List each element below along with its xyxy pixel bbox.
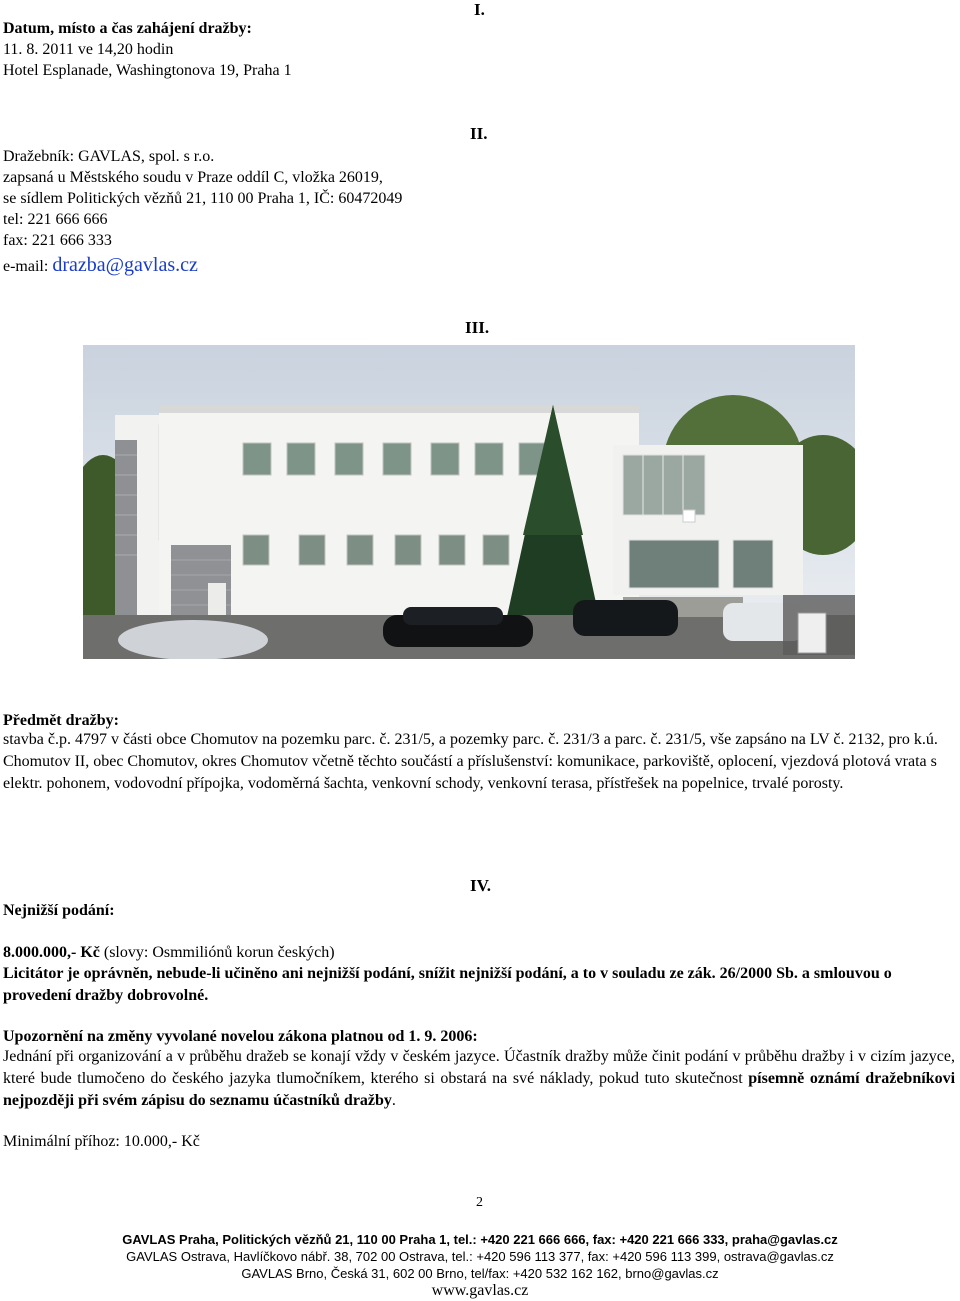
- minimum-increment: Minimální příhoz: 10.000,- Kč: [3, 1133, 200, 1150]
- section-numeral-4: IV.: [470, 876, 491, 895]
- auctioneer-phone: tel: 221 666 666: [3, 211, 108, 228]
- auction-date-heading: Datum, místo a čas zahájení dražby:: [3, 20, 252, 37]
- notice-bold-text: písemně oznámí dražebníkovi nejpozději při svém zápisu do seznamu účastníků dražby: [3, 1070, 956, 1109]
- email-link[interactable]: drazba@gavlas.cz: [52, 254, 198, 276]
- lowest-bid-price: [3, 942, 335, 963]
- notice-paragraph: [3, 1046, 955, 1112]
- email-label: e-mail:: [3, 258, 49, 275]
- licitator-note: Licitátor je oprávněn, nebude-li učiněno ani nejnižší podání, snížit nejnižší podání, a to v souladu ze zák. 26/2000 Sb. a smlouvou o provedení dražby dobrovolné.: [3, 965, 892, 1004]
- email-row: [3, 255, 198, 277]
- lowest-bid-heading: Nejnižší podání:: [3, 902, 115, 919]
- price-amount: 8.000.000,- Kč: [3, 944, 100, 961]
- auctioneer-registration: zapsaná u Městského soudu v Praze oddíl C, vložka 26019,: [3, 169, 383, 186]
- page-number: 2: [476, 1195, 483, 1210]
- auctioneer-heading: Dražebník: GAVLAS, spol. s r.o.: [3, 148, 215, 165]
- footer-praha: GAVLAS Praha, Politických vězňů 21, 110 00 Praha 1, tel.: +420 221 666 666, fax: +420 221 666 333, praha@gavlas.cz: [122, 1232, 838, 1247]
- footer-brno: GAVLAS Brno, Česká 31, 602 00 Brno, tel/fax: +420 532 162 162, brno@gavlas.cz: [241, 1266, 719, 1281]
- building-photo: [83, 345, 855, 659]
- subject-description: stavba č.p. 4797 v části obce Chomutov na pozemku parc. č. 231/5, a pozemky parc. č. 231/3 a parc. č. 231/5, vše zapsáno na LV č. 2132, pro k.ú. Chomutov II, obec Chomutov, okres Chomutov včetně těchto součástí a příslušenství: komunikace, parkoviště, oplocení, vjezdová plotová vrata s elektr. pohonem, vodovodní přípojka, vodoměrná šachta, venkovní schody, venkovní terasa, přístřešek na popelnice, trvalé porosty.: [3, 731, 938, 792]
- section-numeral-1: I.: [474, 0, 485, 19]
- footer-website[interactable]: www.gavlas.cz: [431, 1282, 529, 1299]
- auctioneer-fax: fax: 221 666 333: [3, 232, 112, 249]
- notice-end: .: [391, 1092, 396, 1109]
- subject-heading: Předmět dražby:: [3, 712, 119, 729]
- auction-place-line: Hotel Esplanade, Washingtonova 19, Praha 1: [3, 62, 292, 79]
- notice-text: Jednání při organizování a v průběhu dražeb se konají vždy v českém jazyce. Účastník dražby může činit podání v průběhu dražby i v cizím jazyce, které bude tlumočeno do českého jazyka tlumočníkem, kterého si obstará na své náklady, pokud tuto skutečnost: [3, 1048, 955, 1087]
- auctioneer-address: se sídlem Politických vězňů 21, 110 00 Praha 1, IČ: 60472049: [3, 190, 403, 207]
- footer-ostrava: GAVLAS Ostrava, Havlíčkovo nábř. 38, 702 00 Ostrava, tel.: +420 596 113 377, fax: +420 596 113 399, ostrava@gavlas.cz: [126, 1249, 834, 1264]
- section-numeral-3: III.: [465, 318, 490, 337]
- price-words: (slovy: Osmmiliónů korun českých): [99, 944, 335, 961]
- auction-date-line: 11. 8. 2011 ve 14,20 hodin: [3, 41, 174, 58]
- section-numeral-2: II.: [470, 124, 488, 143]
- notice-heading: Upozornění na změny vyvolané novelou zákona platnou od 1. 9. 2006:: [3, 1028, 478, 1045]
